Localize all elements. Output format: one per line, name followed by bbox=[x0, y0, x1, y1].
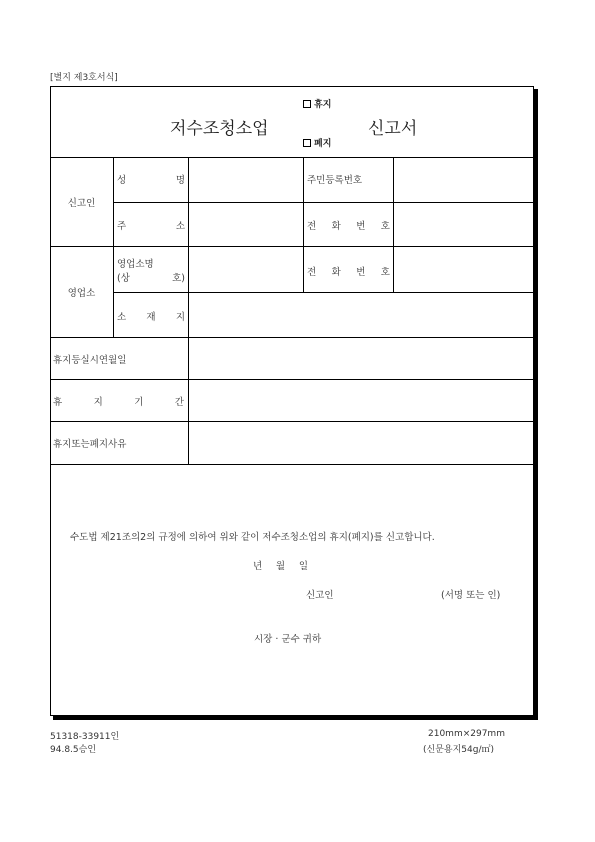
approval-date: 94.8.5승인 bbox=[50, 745, 97, 755]
business-name-field[interactable] bbox=[190, 247, 302, 291]
paper-size: 210mm×297mm bbox=[428, 729, 505, 739]
frame-shadow-bottom bbox=[53, 716, 538, 720]
period-field[interactable] bbox=[190, 380, 533, 420]
applicant-phone-field[interactable] bbox=[395, 203, 533, 245]
resident-id-field[interactable] bbox=[395, 158, 533, 201]
option-close-label: 폐지 bbox=[314, 139, 332, 149]
form-title-right: 신고서 bbox=[368, 119, 418, 139]
business-phone-field[interactable] bbox=[395, 247, 533, 291]
form-number-label: [별지 제3호서식] bbox=[50, 73, 118, 83]
addressee: 시장 · 군수 귀하 bbox=[254, 634, 322, 645]
name-label: 성 명 bbox=[117, 175, 185, 186]
location-field[interactable] bbox=[190, 293, 533, 336]
form-title-left: 저수조청소업 bbox=[170, 119, 269, 139]
signature-note: (서명 또는 인) bbox=[441, 590, 501, 601]
resident-id-label: 주민등록번호 bbox=[307, 175, 363, 186]
location-label: 소 재 지 bbox=[117, 312, 185, 323]
name-field[interactable] bbox=[190, 158, 302, 201]
checkbox-icon[interactable] bbox=[303, 100, 311, 108]
address-label: 주 소 bbox=[117, 221, 185, 232]
period-label: 휴 지 기 간 bbox=[53, 397, 184, 408]
business-group-label: 영업소 bbox=[67, 287, 96, 299]
paper-type: (신문용지54g/㎡) bbox=[423, 745, 494, 755]
reason-label: 휴지또는폐지사유 bbox=[53, 439, 127, 450]
start-date-label: 휴지등실시연월일 bbox=[53, 355, 127, 366]
address-field[interactable] bbox=[190, 203, 302, 245]
declaration-statement: 수도법 제21조의2의 규정에 의하여 위와 같이 저수조청소업의 휴지(폐지)를 신고합니다. bbox=[70, 532, 435, 543]
option-suspend[interactable] bbox=[303, 97, 331, 110]
start-date-field[interactable] bbox=[190, 338, 533, 378]
business-trade-name-label: (상 호) bbox=[117, 273, 185, 284]
signer-label: 신고인 bbox=[306, 590, 334, 601]
applicant-phone-label: 전 화 번 호 bbox=[307, 221, 390, 232]
option-suspend-label: 휴지 bbox=[314, 100, 332, 110]
option-close[interactable] bbox=[303, 136, 331, 149]
business-name-label: 영업소명 bbox=[117, 259, 154, 270]
applicant-group-label: 신고인 bbox=[67, 197, 96, 209]
frame-shadow-right bbox=[534, 89, 538, 719]
date-line: 년 월 일 bbox=[253, 561, 308, 572]
reason-field[interactable] bbox=[190, 422, 533, 463]
checkbox-icon[interactable] bbox=[303, 139, 311, 147]
business-phone-label: 전 화 번 호 bbox=[307, 267, 390, 278]
form-code: 51318-33911인 bbox=[50, 732, 120, 742]
